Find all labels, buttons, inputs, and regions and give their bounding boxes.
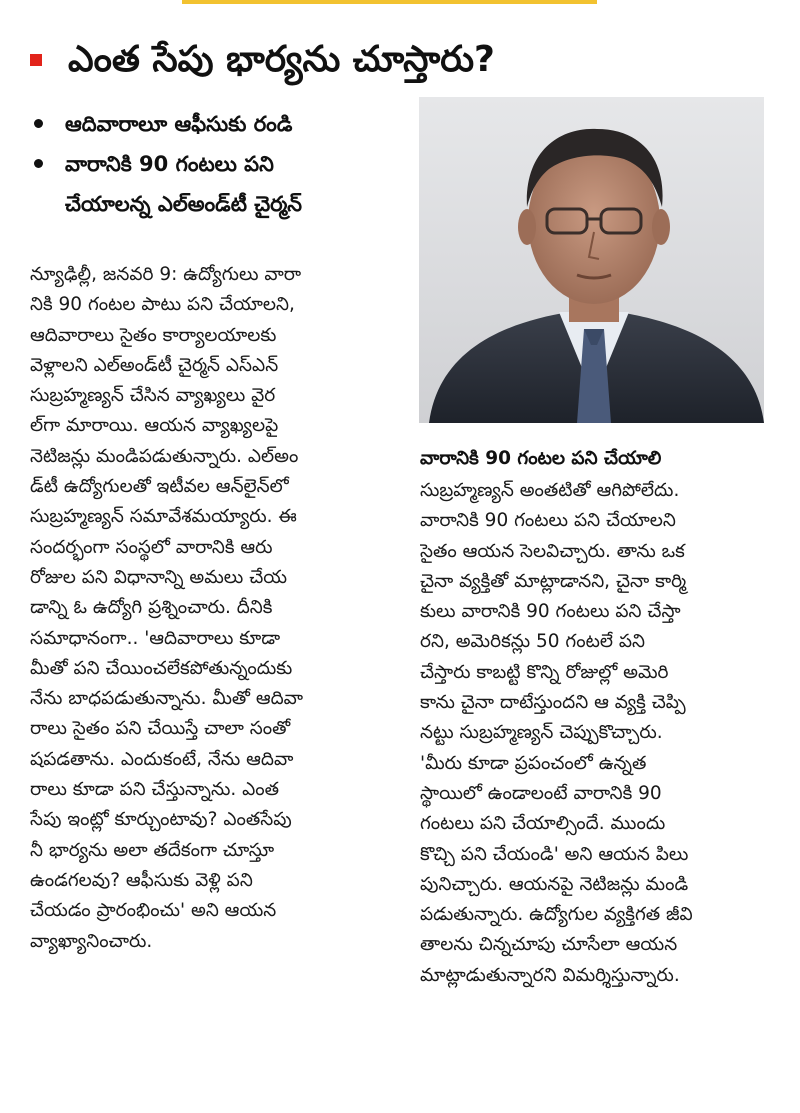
- article-line: రాలు కూడా పని చేస్తున్నాను. ఎంత: [30, 779, 280, 801]
- article-line: కొచ్చి పని చేయండి' అని ఆయన పిలు: [420, 843, 689, 865]
- article-line: సేపు ఇంట్లో కూర్చుంటావు? ఎంతసేపు: [30, 809, 292, 831]
- article-line: చేయడం ప్రారంభించు' అని ఆయన: [30, 900, 277, 922]
- headline: [30, 38, 790, 82]
- article-line: ఉండగలవు? ఆఫీసుకు వెళ్లి పని: [30, 869, 253, 891]
- headline-text: ఎంత సేపు భార్యను చూస్తారు?: [68, 39, 495, 80]
- article-line: నట్టు సుబ్రహ్మణ్యన్ చెప్పుకొచ్చారు.: [420, 722, 663, 744]
- article-line: డాన్ని ఓ ఉద్యోగి ప్రశ్నించారు. దీనికి: [30, 597, 273, 619]
- article-line: షపడతాను. ఎందుకంటే, నేను ఆదివా: [30, 748, 294, 770]
- article-line: తాలను చిన్నచూపు చూసేలా ఆయన: [420, 934, 678, 956]
- right-column: [420, 476, 770, 991]
- article-line: రని, అమెరికన్లు 50 గంటలే పని: [420, 631, 645, 653]
- top-accent-rule: [182, 0, 597, 4]
- subheads: [34, 104, 414, 224]
- article-line: వెళ్లాలని ఎల్‌అండ్‌టీ చైర్మన్ ఎస్ఎన్: [30, 354, 279, 376]
- subhead-item: [34, 144, 414, 224]
- article-line: నెటిజన్లు మండిపడుతున్నారు. ఎల్‌అం: [30, 445, 299, 467]
- article-line: డ్‌టీ ఉద్యోగులతో ఇటీవల ఆన్‌లైన్‌లో: [30, 476, 289, 498]
- article-line: మీతో పని చేయించలేకపోతున్నందుకు: [30, 657, 293, 679]
- left-column: [30, 260, 395, 957]
- bullet-icon: [34, 159, 43, 168]
- article-line: సుబ్రహ్మణ్యన్ సమావేశమయ్యారు. ఈ: [30, 506, 297, 528]
- article-line: న్యూఢిల్లీ, జనవరి 9: ఉద్యోగులు వారా: [30, 264, 302, 285]
- article-line: సమాధానంగా.. 'ఆదివారాలు కూడా: [30, 627, 281, 649]
- subhead-item: [34, 104, 414, 144]
- article-line: 'మీరు కూడా ప్రపంచంలో ఉన్నత: [420, 752, 647, 774]
- article-line: సైతం ఆయన సెలవిచ్చారు. తాను ఒక: [420, 540, 685, 562]
- article-line: రోజుల పని విధానాన్ని అమలు చేయ: [30, 566, 288, 588]
- article-line: సుబ్రహ్మణ్యన్ చేసిన వ్యాఖ్యలు వైర: [30, 385, 276, 407]
- article-line: చేస్తారు కాబట్టి కొన్ని రోజుల్లో అమెరి: [420, 661, 669, 683]
- article-line: వ్యాఖ్యానించారు.: [30, 930, 153, 952]
- portrait-illustration: [419, 97, 764, 423]
- article-line: ల్‌గా మారాయి. ఆయన వ్యాఖ్యలపై: [30, 415, 279, 437]
- red-square-icon: [30, 54, 42, 66]
- photo-caption: వారానికి 90 గంటల పని చేయాలి: [420, 448, 662, 469]
- chairman-photo: [419, 97, 764, 423]
- subhead-line: వారానికి 90 గంటలు పని: [65, 152, 274, 176]
- article-line: నీ భార్యను అలా తదేకంగా చూస్తూ: [30, 839, 275, 861]
- article-line: స్థాయిలో ఉండాలంటే వారానికి 90: [420, 782, 662, 804]
- article-line: సుబ్రహ్మణ్యన్ అంతటితో ఆగిపోలేదు.: [420, 480, 680, 501]
- article-line: మాట్లాడుతున్నారని విమర్శిస్తున్నారు.: [420, 964, 680, 986]
- article-line: సందర్భంగా సంస్థలో వారానికి ఆరు: [30, 536, 273, 558]
- article-line: వారానికి 90 గంటలు పని చేయాలని: [420, 510, 676, 532]
- article-line: పునిచ్చారు. ఆయనపై నెటిజన్లు మండి: [420, 873, 689, 895]
- bullet-icon: [34, 119, 43, 128]
- article-line: రాలు సైతం పని చేయిస్తే చాలా సంతో: [30, 718, 291, 740]
- article-line: చైనా వ్యక్తితో మాట్లాడానని, చైనా కార్మి: [420, 570, 687, 592]
- article-line: ఆదివారాలు సైతం కార్యాలయాలకు: [30, 324, 277, 346]
- article-line: నేను బాధపడుతున్నాను. మీతో ఆదివా: [30, 688, 304, 710]
- subhead-line: ఆదివారాలూ ఆఫీసుకు రండి: [65, 112, 293, 136]
- article-line: కాను చైనా దాటేస్తుందని ఆ వ్యక్తి చెప్పి: [420, 692, 686, 714]
- article-line: నికి 90 గంటల పాటు పని చేయాలని,: [30, 294, 295, 316]
- article-line: పడుతున్నారు. ఉద్యోగుల వ్యక్తిగత జీవి: [420, 904, 693, 926]
- article-line: గంటలు పని చేయాల్సిందే. ముందు: [420, 813, 666, 835]
- subhead-line: చేయాలన్న ఎల్‌అండ్‌టీ చైర్మన్: [65, 192, 303, 216]
- article-line: కులు వారానికి 90 గంటలు పని చేస్తా: [420, 601, 681, 623]
